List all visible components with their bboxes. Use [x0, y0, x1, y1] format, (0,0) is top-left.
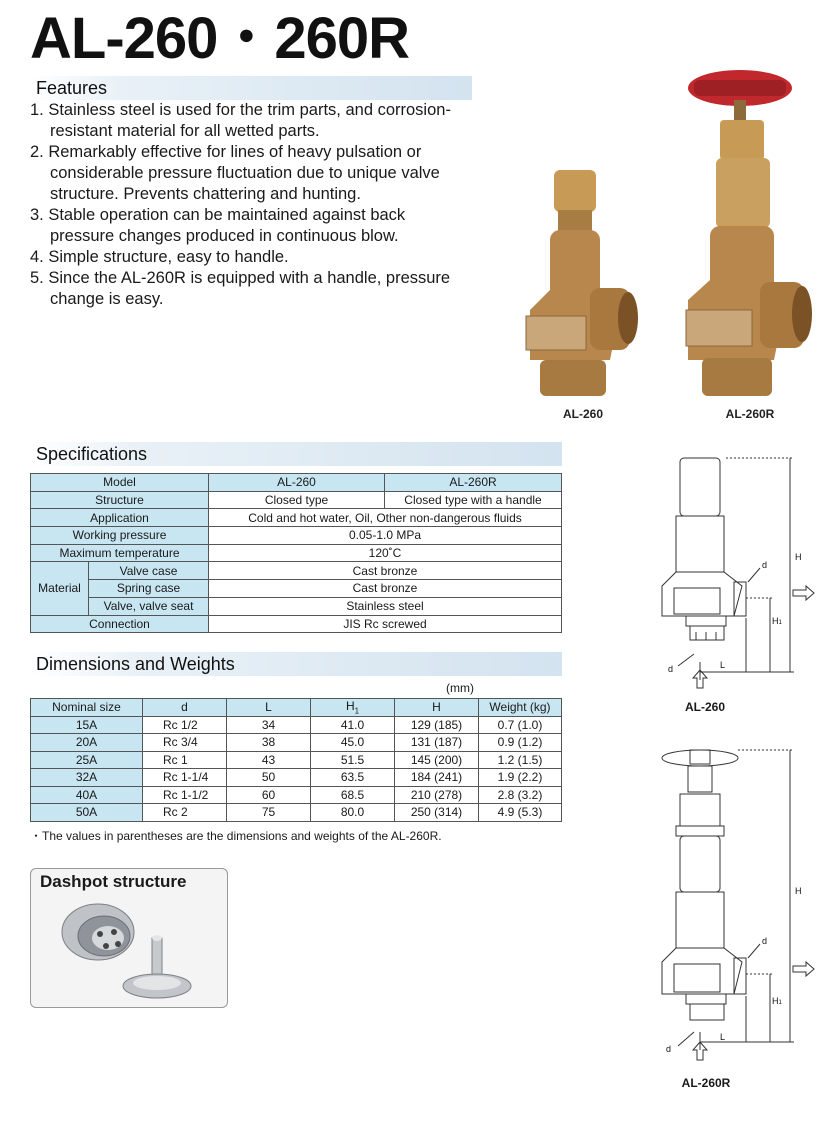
dim-col-d: d	[143, 699, 227, 717]
al-260r-caption: AL-260R	[725, 407, 775, 421]
dim-cell: 131 (187)	[395, 734, 479, 752]
dim-cell: Rc 1-1/2	[143, 786, 227, 804]
table-row	[31, 804, 562, 822]
dim-cell: 50	[227, 769, 311, 787]
spec-seat-label: Valve, valve seat	[89, 597, 209, 615]
feature-item: 5. Since the AL-260R is equipped with a handle, pressure change is easy.	[30, 269, 451, 308]
spec-spring-case-label: Spring case	[89, 580, 209, 598]
spec-application-label: Application	[31, 509, 209, 527]
al-260r-photo	[686, 70, 812, 396]
dim-cell: 80.0	[311, 804, 395, 822]
spec-structure-a: Closed type	[209, 491, 385, 509]
spec-pressure: 0.05-1.0 MPa	[209, 527, 562, 545]
dim-cell: 25A	[31, 751, 143, 769]
dim-cell: 34	[227, 716, 311, 734]
feature-item: 2. Remarkably effective for lines of heavy pulsation or considerable pressure fluctuation due to unique valve structure. Prevents chattering and hunting.	[30, 143, 440, 203]
spec-seat: Stainless steel	[209, 597, 562, 615]
al-260r-h1-sub: 1	[778, 1000, 782, 1006]
dim-cell: 2.8 (3.2)	[479, 786, 562, 804]
dim-cell: 20A	[31, 734, 143, 752]
dim-col-l: L	[227, 699, 311, 717]
dim-cell: Rc 2	[143, 804, 227, 822]
table-row	[31, 769, 562, 787]
dim-cell: 68.5	[311, 786, 395, 804]
features-list	[30, 100, 470, 310]
spec-connection: JIS Rc screwed	[209, 615, 562, 633]
product-photos	[510, 60, 830, 410]
dim-cell: 43	[227, 751, 311, 769]
dim-col-h: H	[395, 699, 479, 717]
dim-cell: 45.0	[311, 734, 395, 752]
spec-model-a: AL-260	[209, 474, 385, 492]
dim-col-h1	[311, 699, 395, 717]
dim-col-weight: Weight (kg)	[479, 699, 562, 717]
spec-material-label: Material	[31, 562, 89, 615]
dim-cell: 184 (241)	[395, 769, 479, 787]
dim-col-h1-sub: 1	[354, 706, 360, 716]
dim-cell: 50A	[31, 804, 143, 822]
table-row	[31, 734, 562, 752]
dimensions-unit: (mm)	[446, 681, 474, 695]
feature-item: 3. Stable operation can be maintained against back pressure changes produced in continuous blow.	[30, 206, 406, 245]
spec-application: Cold and hot water, Oil, Other non-dangerous fluids	[209, 509, 562, 527]
spec-pressure-label: Working pressure	[31, 527, 209, 545]
table-row	[31, 751, 562, 769]
al-260r-h1-text: H	[772, 996, 779, 1006]
spec-model-b: AL-260R	[385, 474, 562, 492]
dim-cell: 51.5	[311, 751, 395, 769]
al-260-h1-label	[772, 616, 783, 626]
spec-valve-case-label: Valve case	[89, 562, 209, 580]
dim-cell: 129 (185)	[395, 716, 479, 734]
spec-valve-case: Cast bronze	[209, 562, 562, 580]
dim-col-nominal: Nominal size	[31, 699, 143, 717]
dim-col-h1-text: H	[345, 699, 355, 714]
al-260r-l-label: L	[720, 1032, 726, 1042]
page-title: AL-260・260R	[30, 6, 410, 71]
dim-cell: Rc 1-1/4	[143, 769, 227, 787]
dim-cell: 0.7 (1.0)	[479, 716, 562, 734]
al-260r-d-label-bottom: d	[666, 1044, 672, 1054]
dim-cell: 145 (200)	[395, 751, 479, 769]
dim-cell: 40A	[31, 786, 143, 804]
dimensions-table	[30, 698, 562, 822]
dim-cell: 63.5	[311, 769, 395, 787]
spec-structure-b: Closed type with a handle	[385, 491, 562, 509]
features-heading: Features	[30, 76, 472, 100]
dim-cell: Rc 1	[143, 751, 227, 769]
table-row	[31, 786, 562, 804]
dimensions-heading: Dimensions and Weights	[30, 652, 562, 676]
al-260r-drawing-caption: AL-260R	[681, 1076, 731, 1090]
al-260-h1-text: H	[772, 616, 779, 626]
al-260r-drawing	[650, 742, 830, 1074]
dim-cell: 75	[227, 804, 311, 822]
dim-cell: 250 (314)	[395, 804, 479, 822]
dim-cell: 4.9 (5.3)	[479, 804, 562, 822]
dim-cell: 15A	[31, 716, 143, 734]
feature-item: 1. Stainless steel is used for the trim parts, and corrosion-resistant material for all wetted parts.	[30, 101, 451, 140]
dim-cell: 210 (278)	[395, 786, 479, 804]
dimensions-note: ・The values in parentheses are the dimensions and weights of the AL-260R.	[30, 829, 442, 843]
dashpot-illustration	[42, 894, 222, 1004]
dim-cell: 0.9 (1.2)	[479, 734, 562, 752]
dim-cell: 1.9 (2.2)	[479, 769, 562, 787]
spec-structure-label: Structure	[31, 491, 209, 509]
dim-cell: 1.2 (1.5)	[479, 751, 562, 769]
al-260r-h-label: H	[795, 886, 802, 896]
al-260-drawing	[650, 448, 830, 700]
feature-item: 4. Simple structure, easy to handle.	[30, 248, 289, 266]
al-260r-d-label-top: d	[762, 936, 768, 946]
spec-spring-case: Cast bronze	[209, 580, 562, 598]
dim-cell: Rc 1/2	[143, 716, 227, 734]
al-260-photo	[526, 170, 638, 396]
spec-connection-label: Connection	[31, 615, 209, 633]
spec-model-label: Model	[31, 474, 209, 492]
al-260r-h1-label	[772, 996, 783, 1006]
dim-cell: 41.0	[311, 716, 395, 734]
dim-cell: 60	[227, 786, 311, 804]
dim-cell: 32A	[31, 769, 143, 787]
spec-temp: 120˚C	[209, 544, 562, 562]
al-260-d-label-top: d	[762, 560, 768, 570]
al-260-drawing-caption: AL-260	[684, 700, 725, 714]
specifications-table	[30, 473, 562, 633]
dim-cell: Rc 3/4	[143, 734, 227, 752]
al-260-caption: AL-260	[562, 407, 603, 421]
specifications-heading: Specifications	[30, 442, 562, 466]
al-260-h1-sub: 1	[778, 620, 782, 626]
spec-temp-label: Maximum temperature	[31, 544, 209, 562]
table-row	[31, 716, 562, 734]
al-260-h-label: H	[795, 552, 802, 562]
al-260-d-label-bottom: d	[668, 664, 674, 674]
dim-cell: 38	[227, 734, 311, 752]
al-260-l-label: L	[720, 660, 726, 670]
dashpot-title: Dashpot structure	[40, 872, 187, 891]
